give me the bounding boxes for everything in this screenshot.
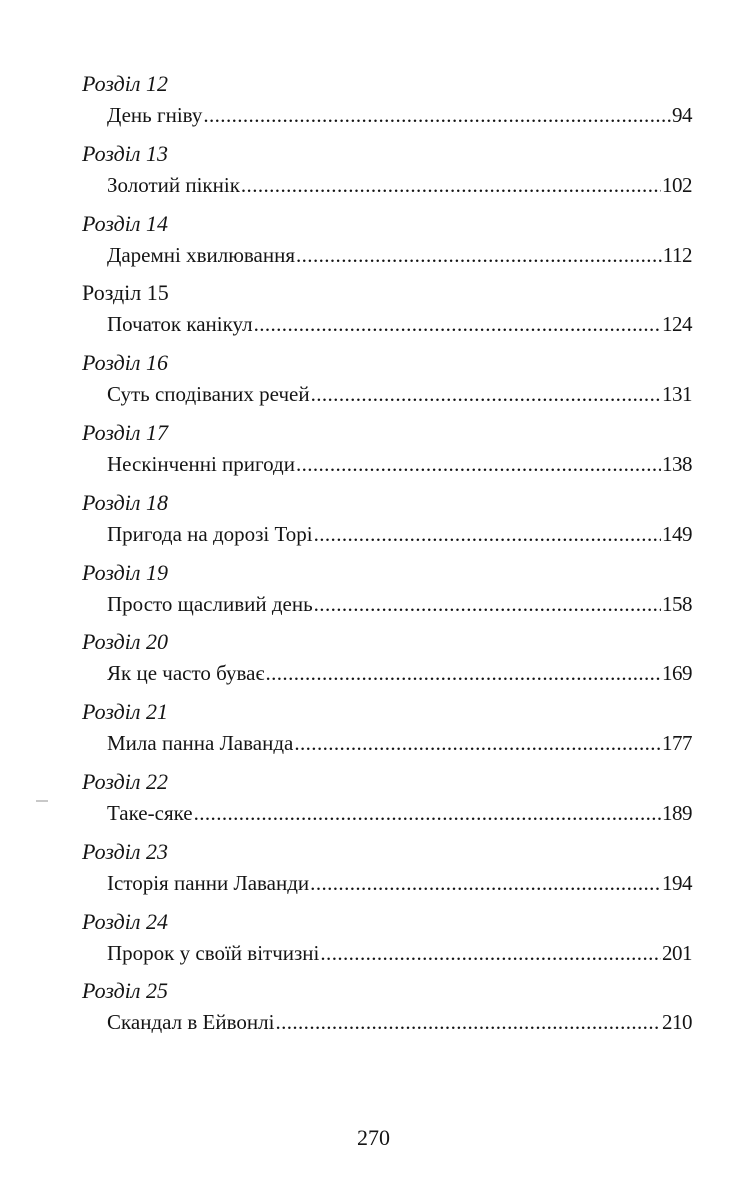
toc-entry	[80, 696, 692, 766]
dot-leader	[194, 799, 661, 827]
chapter-heading: Розділ 14	[82, 210, 168, 236]
page-ref: 194	[662, 870, 692, 895]
dot-leader	[296, 241, 662, 269]
dot-leader	[241, 171, 661, 199]
toc-line	[107, 939, 692, 967]
toc-line	[107, 520, 692, 548]
scan-mark	[36, 800, 48, 802]
chapter-heading: Розділ 15	[82, 280, 169, 306]
chapter-title: Пророк у своїй вітчизні	[107, 940, 320, 965]
page-ref: 149	[662, 521, 692, 546]
chapter-heading: Розділ 24	[82, 908, 168, 934]
chapter-heading: Розділ 13	[82, 140, 168, 166]
chapter-title: Як це часто буває	[107, 661, 265, 686]
toc-line	[107, 241, 692, 269]
toc-entry	[80, 836, 692, 906]
toc-line	[107, 310, 692, 338]
chapter-heading: Розділ 21	[82, 699, 168, 725]
chapter-heading: Розділ 20	[82, 629, 168, 655]
table-of-contents	[80, 68, 692, 1045]
chapter-title: Початок канікул	[107, 312, 253, 337]
dot-leader	[265, 659, 661, 687]
dot-leader	[311, 380, 661, 408]
dot-leader	[314, 520, 661, 548]
chapter-title: Суть сподіваних речей	[107, 382, 310, 407]
toc-entry	[80, 347, 692, 417]
chapter-heading: Розділ 17	[82, 419, 168, 445]
chapter-heading: Розділ 18	[82, 489, 168, 515]
toc-entry	[80, 208, 692, 278]
toc-line	[107, 101, 692, 129]
chapter-title: Золотий пікнік	[107, 172, 240, 197]
page-ref: 131	[662, 382, 692, 407]
chapter-title: Історія панни Лаванди	[107, 870, 310, 895]
toc-line	[107, 450, 692, 478]
toc-line	[107, 799, 692, 827]
toc-entry	[80, 626, 692, 696]
page-ref: 94	[672, 103, 692, 127]
dot-leader	[203, 101, 671, 129]
dot-leader	[310, 869, 661, 897]
page-ref: 138	[662, 451, 692, 476]
chapter-title: Нескінченні пригоди	[107, 451, 295, 476]
toc-line	[107, 869, 692, 897]
toc-line	[107, 659, 692, 687]
chapter-heading: Розділ 23	[82, 838, 168, 864]
page-ref: 189	[662, 800, 692, 825]
toc-line	[107, 1008, 692, 1036]
chapter-heading: Розділ 16	[82, 350, 168, 376]
chapter-heading: Розділ 12	[82, 71, 168, 96]
dot-leader	[314, 590, 661, 618]
toc-line	[107, 590, 692, 618]
toc-entry	[80, 906, 692, 976]
dot-leader	[254, 310, 661, 338]
page-ref: 158	[662, 591, 692, 616]
toc-entry	[80, 417, 692, 487]
dot-leader	[296, 450, 661, 478]
chapter-heading: Розділ 25	[82, 978, 168, 1004]
chapter-title: Таке-сяке	[107, 800, 193, 825]
toc-entry	[80, 277, 692, 347]
page-ref: 112	[662, 242, 692, 267]
chapter-title: День гніву	[107, 103, 203, 127]
chapter-heading: Розділ 22	[82, 768, 168, 794]
toc-entry	[80, 975, 692, 1045]
toc-entry	[80, 557, 692, 627]
toc-entry	[80, 138, 692, 208]
page-ref: 124	[662, 312, 692, 337]
toc-line	[107, 729, 692, 757]
toc-entry	[80, 487, 692, 557]
toc-line	[107, 171, 692, 199]
chapter-title: Даремні хвилювання	[107, 242, 295, 267]
dot-leader	[320, 939, 661, 967]
chapter-title: Пригода на дорозі Торі	[107, 521, 313, 546]
dot-leader	[275, 1008, 661, 1036]
chapter-title: Скандал в Ейвонлі	[107, 1010, 275, 1035]
chapter-title: Мила панна Лаванда	[107, 731, 294, 756]
chapter-title: Просто щасливий день	[107, 591, 313, 616]
page-ref: 177	[662, 731, 692, 756]
page-ref: 210	[662, 1010, 692, 1035]
toc-entry	[80, 68, 692, 138]
page-ref: 169	[662, 661, 692, 686]
page-ref: 102	[662, 172, 692, 197]
chapter-heading: Розділ 19	[82, 559, 168, 585]
dot-leader	[294, 729, 661, 757]
page-number: 270	[357, 1125, 390, 1150]
toc-entry	[80, 766, 692, 836]
toc-line	[107, 380, 692, 408]
page-ref: 201	[662, 940, 692, 965]
